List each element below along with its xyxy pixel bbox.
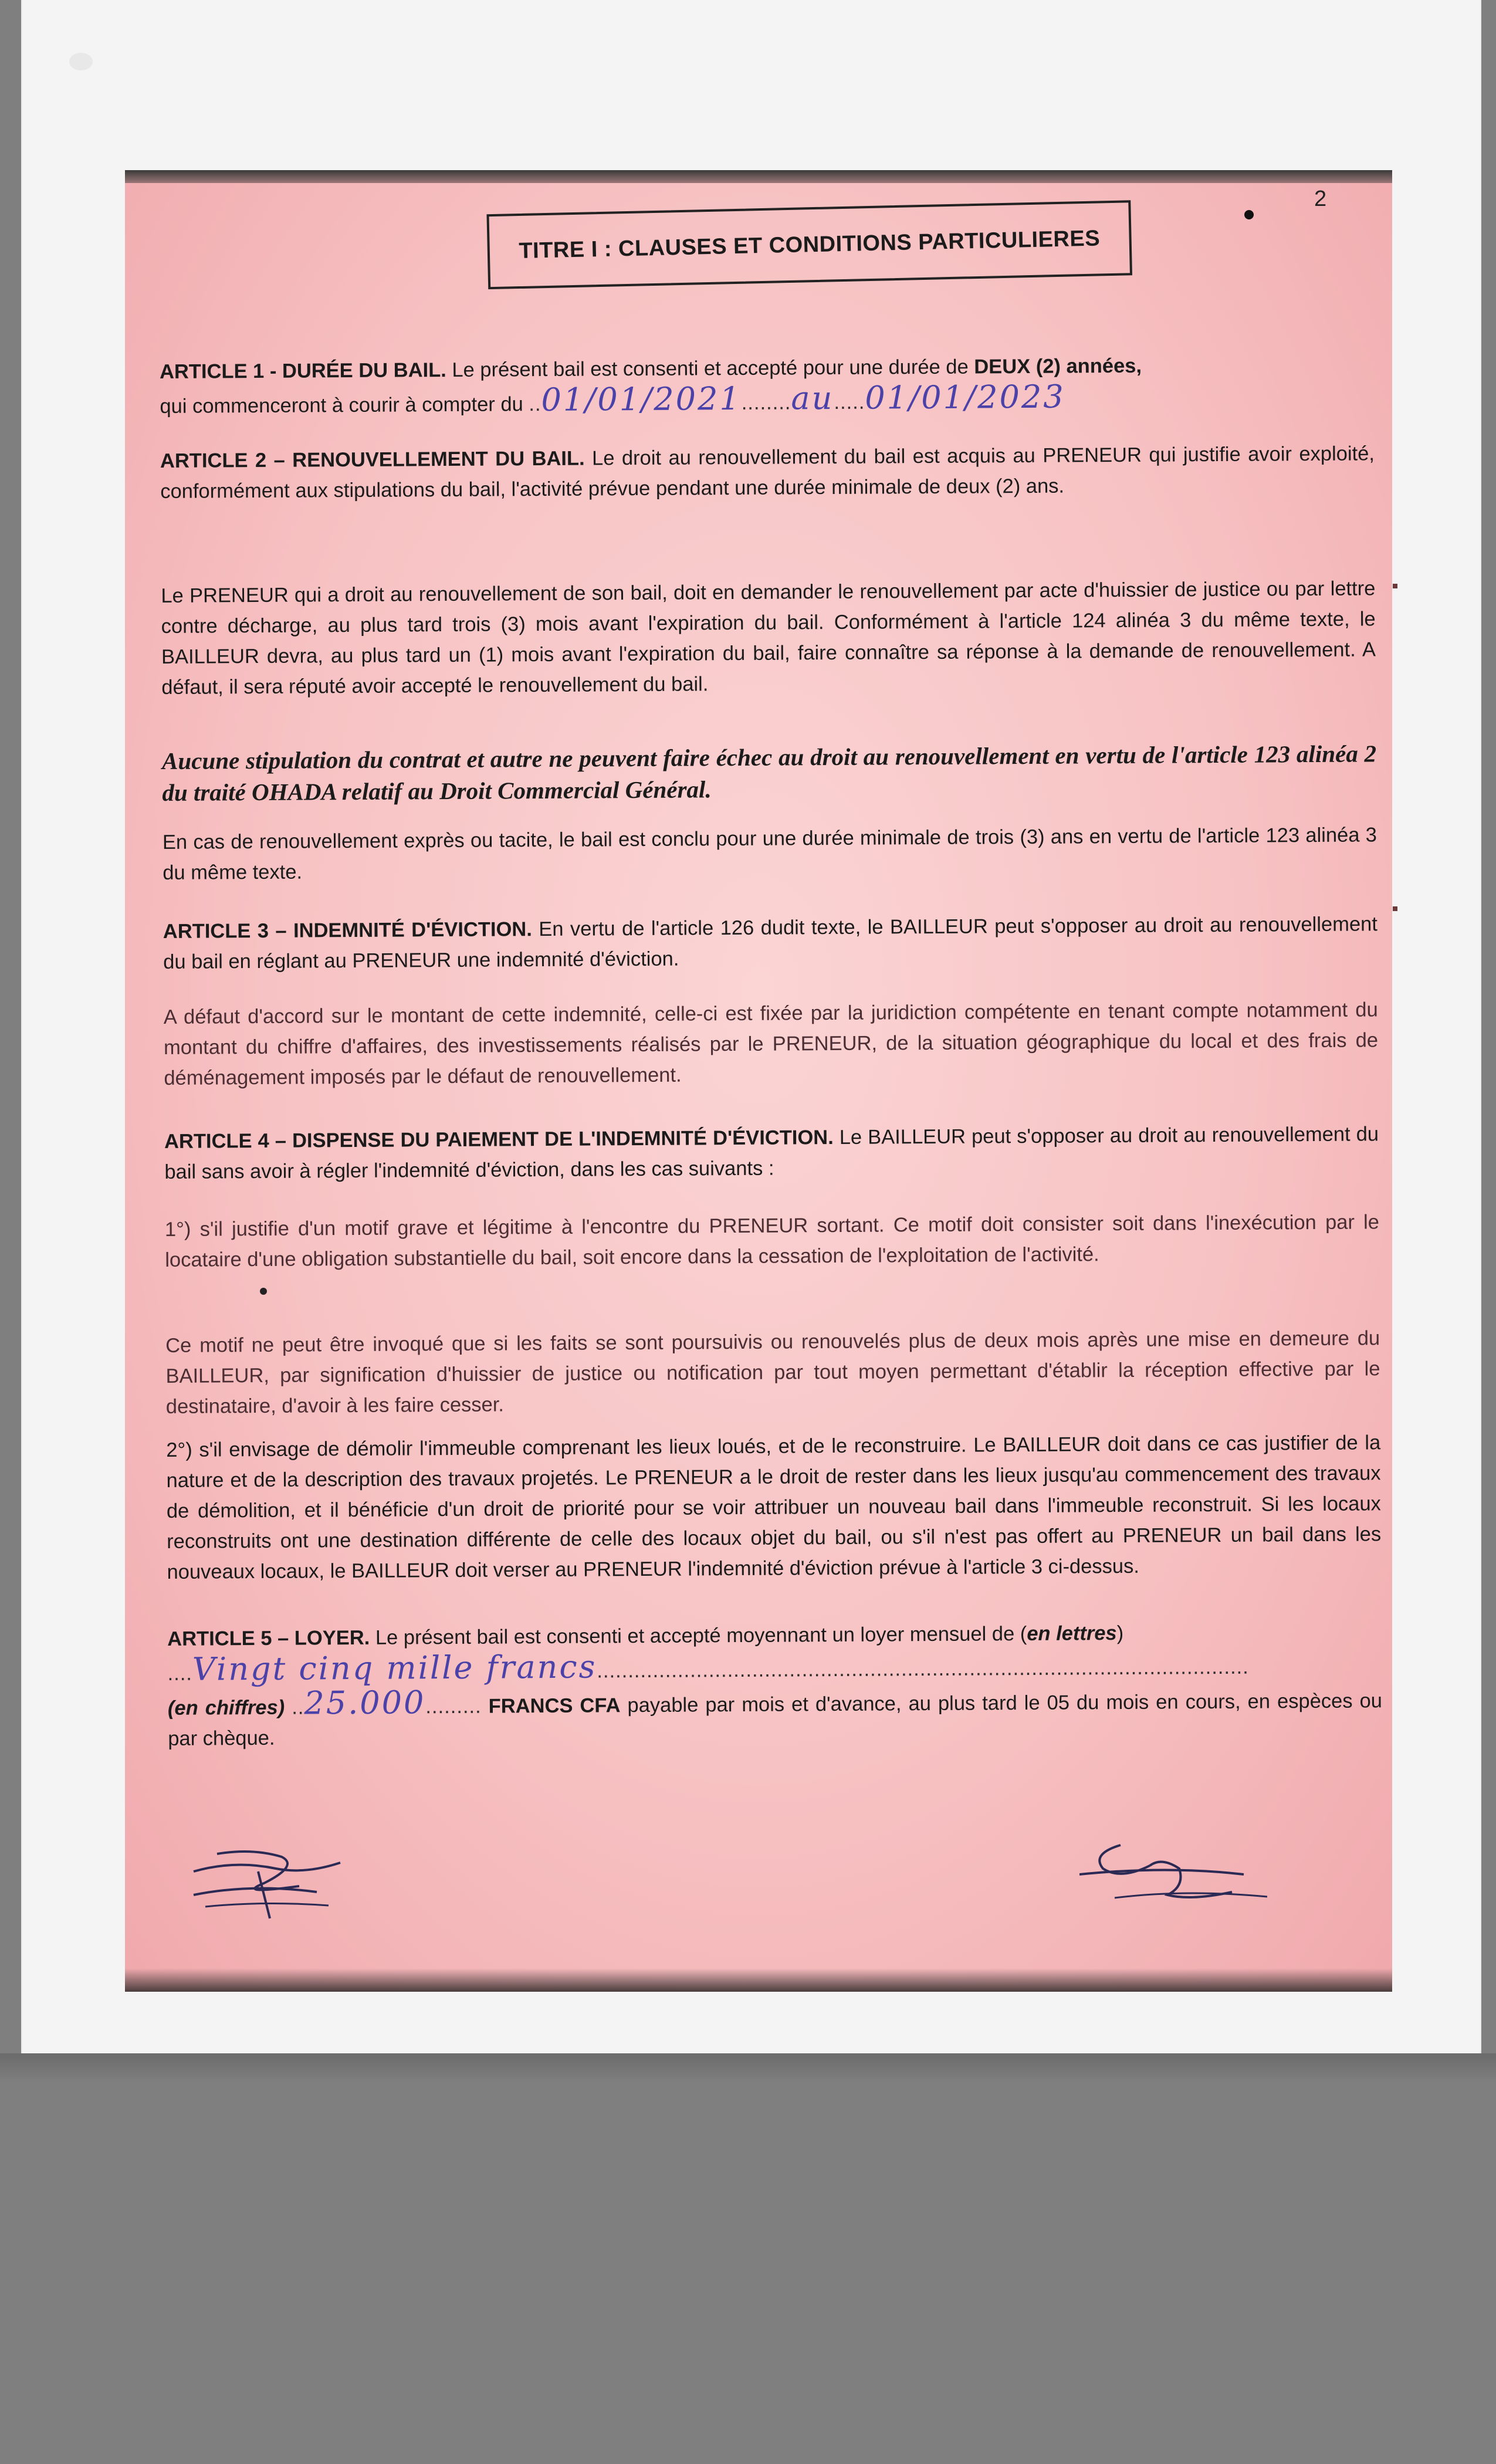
article-1-start-label: qui commenceront à courir à compter du	[160, 393, 523, 418]
article-5-en-lettres: en lettres	[1027, 1622, 1117, 1646]
article-5-paren: )	[1116, 1622, 1124, 1645]
left-signature-icon	[182, 1836, 358, 1924]
article-3-paragraph-1: En vertu de l'article 126 dudit texte, le BAILLEUR peut s'opposer au droit au renouvellement du bail en réglant au PRENEUR une indemnité d'éviction.	[163, 913, 1377, 973]
page-title-box	[486, 200, 1132, 289]
dotted-leader: ..	[529, 393, 541, 416]
article-5-payment-terms: payable par mois et d'avance, au plus tard le 05 du mois en cours, en espèces ou par chèque.	[168, 1690, 1383, 1750]
article-3-paragraph-2: A défaut d'accord sur le montant de cette indemnité, celle-ci est fixée par la juridiction compétente en tenant compte notamment du montant du chiffre d'affaires, des investissements réalisés par le PRENEUR, de la situation géographique du local et des frais de déménagement imposés par le défaut de renouvellement.	[163, 999, 1379, 1089]
article-1	[160, 349, 1375, 422]
article-1-duration: DEUX (2) années,	[974, 354, 1142, 378]
article-5-currency: FRANCS CFA	[488, 1694, 621, 1718]
article-2-italic-clause: Aucune stipulation du contrat et autre ne peuvent faire échec au droit au renouvellement en vertu de l'article 123 alinéa 2 du traité OHADA relatif au Droit Commercial Général.	[161, 740, 1377, 806]
article-4-paragraph-3: Ce motif ne peut être invoqué que si les faits se sont poursuivis ou renouvelés plus de deux mois après une mise en demeure du BAILLEUR, par signification d'huissier de justice ou notification par tout moyen permettant d'établir la réception effective par le destinataire, d'avoir à les faire cesser.	[165, 1327, 1380, 1418]
edge-mark	[1393, 584, 1397, 588]
article-5-en-chiffres: (en chiffres)	[167, 1696, 285, 1720]
article-2	[160, 438, 1375, 507]
article-4-case-2: 2°) s'il envisage de démolir l'immeuble comprenant les lieux loués, et de le reconstruire. Le BAILLEUR doit dans ce cas justifier de la nature et de la description des travaux projetés. Le PRENEUR a le droit de rester dans les lieux jusqu'au commencement des travaux de démolition, et il bénéficie d'un droit de priorité pour se voir attribuer un nouveau bail dans l'immeuble reconstruit. Si les locaux reconstruits ont une destination différente de celle des locaux objet du bail, ou s'il n'est pas offert au PRENEUR un bail dans les nouveaux locaux, le BAILLEUR doit verser au PRENEUR l'indemnité d'éviction prévue à l'article 3 ci-dessus.	[166, 1431, 1382, 1583]
dotted-leader: .........................................................................................................	[597, 1656, 1249, 1683]
page-title: TITRE I : CLAUSES ET CONDITIONS PARTICULIERES	[518, 225, 1101, 263]
article-3-heading: ARTICLE 3 – INDEMNITÉ D'ÉVICTION.	[163, 918, 532, 943]
handwritten-start-date: 01/01/2021	[541, 380, 742, 419]
article-2-paragraph-1: Le droit au renouvellement du bail est acquis au PRENEUR qui justifie avoir exploité, conformément aux stipulations du bail, l'activité prévue pendant une durée minimale de deux (2) ans.	[160, 442, 1375, 503]
ink-dot	[1244, 210, 1254, 219]
article-4	[164, 1119, 1379, 1187]
handwritten-amount-words: Vingt cinq mille francs	[192, 1648, 597, 1688]
handwritten-connector: au	[791, 379, 834, 417]
article-4-case-1: 1°) s'il justifie d'un motif grave et légitime à l'encontre du PRENEUR sortant. Ce motif doit consister soit dans l'inexécution par le locataire d'une obligation substantielle du bail, soit encore dans la cessation de l'exploitation de l'activité.	[164, 1211, 1380, 1271]
article-2-paragraph-2: Le PRENEUR qui a droit au renouvellement de son bail, doit en demander le renouvellement par acte d'huissier de justice ou par lettre contre décharge, au plus tard trois (3) mois avant l'expiration du bail. Conformément à l'article 124 alinéa 3 du même texte, le BAILLEUR devra, au plus tard un (1) mois avant l'expiration du bail, faire connaître sa réponse à la demande de renouvellement. A défaut, il sera réputé avoir accepté le renouvellement du bail.	[161, 577, 1376, 699]
article-2-heading: ARTICLE 2 – RENOUVELLEMENT DU BAIL.	[160, 447, 585, 472]
page-number: 2	[1314, 187, 1327, 211]
dotted-leader: .........	[425, 1695, 482, 1718]
dotted-leader: .....	[834, 391, 865, 414]
scanner-edge	[0, 2053, 1496, 2083]
article-2-paragraph-4: En cas de renouvellement exprès ou tacite, le bail est conclu pour une durée minimale de trois (3) ans en vertu de l'article 123 alinéa 3 du même texte.	[162, 824, 1377, 884]
handwritten-amount-digits: 25.000	[304, 1684, 426, 1722]
article-1-heading: ARTICLE 1 - DURÉE DU BAIL.	[159, 359, 446, 383]
article-5-text: Le présent bail est consenti et accepté moyennant un loyer mensuel de (	[375, 1623, 1027, 1649]
article-5	[167, 1616, 1382, 1754]
right-signature-icon	[1079, 1833, 1279, 1927]
edge-mark	[1393, 906, 1397, 911]
article-5-heading: ARTICLE 5 – LOYER.	[167, 1626, 370, 1650]
article-1-text: Le présent bail est consenti et accepté pour une durée de	[452, 356, 969, 381]
article-4-heading: ARTICLE 4 – DISPENSE DU PAIEMENT DE L'INDEMNITÉ D'ÉVICTION.	[164, 1126, 834, 1153]
dotted-leader: ........	[741, 391, 791, 414]
scan-speck	[69, 53, 93, 70]
article-3	[163, 909, 1378, 977]
ink-dot	[260, 1288, 267, 1295]
dotted-leader: ....	[167, 1662, 193, 1685]
handwritten-end-date: 01/01/2023	[865, 378, 1065, 417]
dotted-leader: ..	[292, 1696, 304, 1719]
article-4-paragraph-1: Le BAILLEUR peut s'opposer au droit au renouvellement du bail sans avoir à régler l'indemnité d'éviction, dans les cas suivants :	[164, 1123, 1379, 1183]
